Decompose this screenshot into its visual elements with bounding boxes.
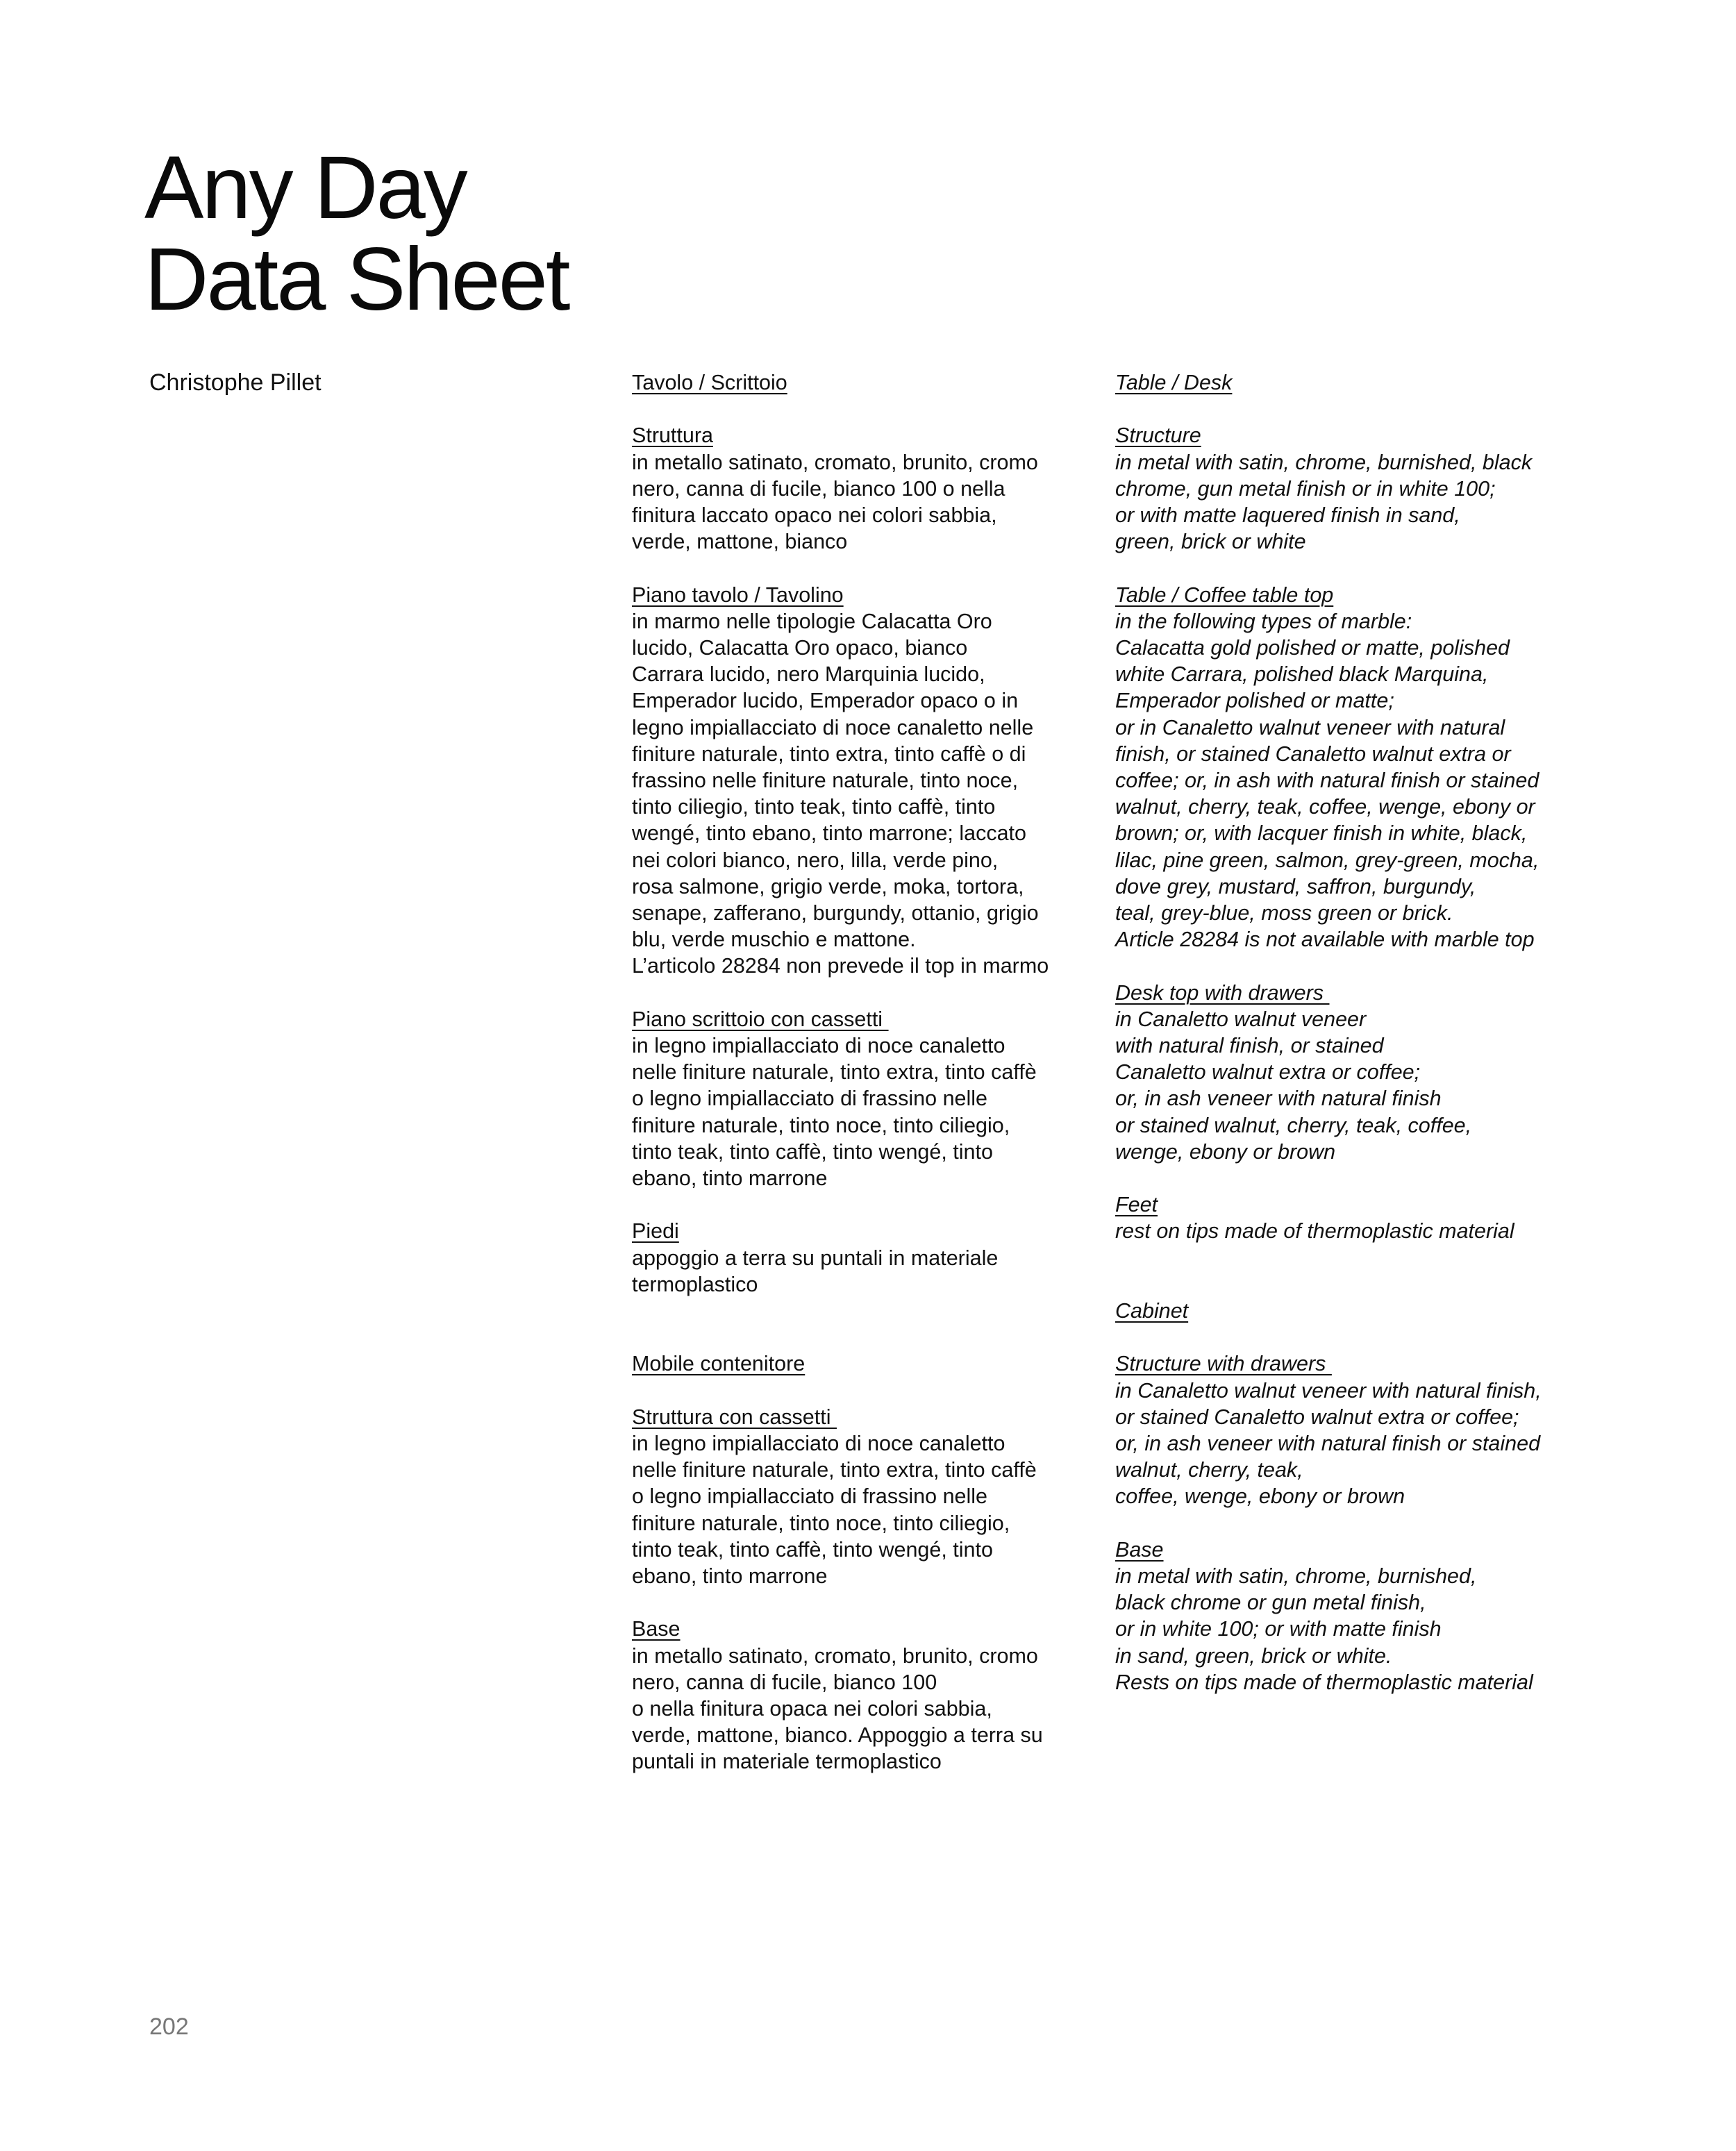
spec-line: Rests on tips made of thermoplastic material <box>1115 1670 1533 1694</box>
spec-line: rest on tips made of thermoplastic material <box>1115 1219 1514 1244</box>
spec-line: wenge, ebony or brown <box>1115 1139 1336 1164</box>
spec-line: verde, mattone, bianco. Appoggio a terra su <box>632 1723 1043 1748</box>
spec-line: nelle finiture naturale, tinto extra, tinto caffè <box>632 1060 1037 1085</box>
spacer-line <box>1115 1510 1574 1537</box>
spacer-line <box>1115 1271 1574 1298</box>
spec-line: o legno impiallacciato di frassino nelle <box>632 1484 988 1509</box>
spec-line: in legno impiallacciato di noce canaletto <box>632 1034 1005 1058</box>
section-heading: Base <box>1115 1537 1164 1562</box>
spacer-line <box>632 1191 1090 1218</box>
spec-line: o legno impiallacciato di frassino nelle <box>632 1087 988 1111</box>
spec-line: in metal with satin, chrome, burnished, <box>1115 1564 1477 1589</box>
spec-line: or, in ash veneer with natural finish or stained <box>1115 1432 1541 1456</box>
section-heading: Struttura con cassetti <box>632 1405 837 1429</box>
spec-line: appoggio a terra su puntali in materiale <box>632 1246 999 1270</box>
section-heading: Structure with drawers <box>1115 1352 1332 1376</box>
spec-line: rosa salmone, grigio verde, moka, tortora, <box>632 874 1024 898</box>
spec-line: or stained Canaletto walnut extra or coffee; <box>1115 1405 1519 1429</box>
spacer-line <box>632 396 1090 422</box>
spec-line: coffee, wenge, ebony or brown <box>1115 1484 1405 1509</box>
english-specs-column <box>1115 369 1574 1696</box>
section-heading: Structure <box>1115 424 1201 448</box>
spec-line: senape, zafferano, burgundy, ottanio, grigio <box>632 901 1039 926</box>
spec-line: in sand, green, brick or white. <box>1115 1643 1392 1668</box>
spec-line: or stained walnut, cherry, teak, coffee, <box>1115 1113 1472 1137</box>
spec-line: Article 28284 is not available with marble top <box>1115 928 1535 952</box>
spec-line: nero, canna di fucile, bianco 100 <box>632 1670 937 1694</box>
spec-line: Canaletto walnut extra or coffee; <box>1115 1060 1421 1085</box>
spec-line: black chrome or gun metal finish, <box>1115 1591 1426 1615</box>
spec-line: finiture naturale, tinto extra, tinto caffè o di <box>632 742 1026 766</box>
spec-line: puntali in materiale termoplastico <box>632 1750 942 1774</box>
spec-line: lilac, pine green, salmon, grey-green, mocha, <box>1115 848 1539 872</box>
spec-line: ebano, tinto marrone <box>632 1564 828 1589</box>
title-line-2: Data Sheet <box>144 230 569 329</box>
spec-line: o nella finitura opaca nei colori sabbia, <box>632 1697 992 1721</box>
spec-line: or with matte laquered finish in sand, <box>1115 503 1460 527</box>
spec-line: white Carrara, polished black Marquina, <box>1115 662 1489 687</box>
section-heading: Mobile contenitore <box>632 1352 806 1376</box>
spec-line: in metallo satinato, cromato, brunito, cromo <box>632 1643 1038 1668</box>
spec-line: Emperador lucido, Emperador opaco o in <box>632 689 1019 713</box>
spec-line: in marmo nelle tipologie Calacatta Oro <box>632 609 992 633</box>
page-number: 202 <box>149 2014 189 2040</box>
spec-line: finiture naturale, tinto noce, tinto ciliegio, <box>632 1113 1010 1137</box>
spec-line: finitura laccato opaco nei colori sabbia, <box>632 503 997 527</box>
spec-line: or, in ash veneer with natural finish <box>1115 1087 1442 1111</box>
spec-line: in metal with satin, chrome, burnished, black <box>1115 450 1533 474</box>
spacer-line <box>1115 1324 1574 1350</box>
spec-line: wengé, tinto ebano, tinto marrone; laccato <box>632 821 1026 846</box>
spec-line: green, brick or white <box>1115 530 1306 554</box>
spec-line: Calacatta gold polished or matte, polished <box>1115 636 1510 660</box>
spec-line: with natural finish, or stained <box>1115 1034 1384 1058</box>
spec-line: tinto teak, tinto caffè, tinto wengé, tinto <box>632 1139 993 1164</box>
spec-line: nelle finiture naturale, tinto extra, tinto caffè <box>632 1458 1037 1482</box>
spec-line: blu, verde muschio e mattone. <box>632 928 916 952</box>
spec-line: or in white 100; or with matte finish <box>1115 1617 1442 1641</box>
spec-line: in legno impiallacciato di noce canaletto <box>632 1432 1005 1456</box>
spec-line: or in Canaletto walnut veneer with natural <box>1115 715 1505 739</box>
title-line-1: Any Day <box>144 138 466 237</box>
section-heading: Table / Desk <box>1115 371 1233 394</box>
spacer-line <box>1115 1165 1574 1191</box>
spec-line: Carrara lucido, nero Marquinia lucido, <box>632 662 985 687</box>
section-heading: Cabinet <box>1115 1299 1189 1323</box>
italian-specs-column <box>632 369 1090 1775</box>
spec-line: dove grey, mustard, saffron, burgundy, <box>1115 874 1476 898</box>
section-heading: Piedi <box>632 1219 679 1244</box>
spec-line: nei colori bianco, nero, lilla, verde pino, <box>632 848 999 872</box>
section-heading: Piano scrittoio con cassetti <box>632 1007 889 1031</box>
section-heading: Tavolo / Scrittoio <box>632 371 787 394</box>
section-heading: Base <box>632 1617 681 1641</box>
spec-line: in Canaletto walnut veneer <box>1115 1007 1367 1031</box>
section-heading: Table / Coffee table top <box>1115 583 1334 607</box>
spec-line: tinto ciliegio, tinto teak, tinto caffè, tinto <box>632 795 996 819</box>
spacer-line <box>632 1589 1090 1616</box>
spec-line: in metallo satinato, cromato, brunito, cromo <box>632 450 1038 474</box>
spec-line: termoplastico <box>632 1272 758 1296</box>
spec-line: finiture naturale, tinto noce, tinto ciliegio, <box>632 1511 1010 1535</box>
spec-line: ebano, tinto marrone <box>632 1166 828 1191</box>
spec-line: chrome, gun metal finish or in white 100; <box>1115 476 1496 501</box>
spacer-line <box>632 1298 1090 1324</box>
spec-line: walnut, cherry, teak, coffee, wenge, ebony or <box>1115 795 1535 819</box>
spec-line: finish, or stained Canaletto walnut extra or <box>1115 742 1511 766</box>
spec-line: verde, mattone, bianco <box>632 530 848 554</box>
spec-line: L’articolo 28284 non prevede il top in marmo <box>632 954 1049 978</box>
spacer-line <box>632 1324 1090 1350</box>
designer-name: Christophe Pillet <box>149 369 322 396</box>
spacer-line <box>1115 555 1574 581</box>
spacer-line <box>632 980 1090 1006</box>
spec-line: lucido, Calacatta Oro opaco, bianco <box>632 636 968 660</box>
spacer-line <box>632 1378 1090 1404</box>
spec-line: frassino nelle finiture naturale, tinto noce, <box>632 769 1019 793</box>
spacer-line <box>1115 1245 1574 1271</box>
spec-line: in Canaletto walnut veneer with natural finish, <box>1115 1378 1542 1403</box>
section-heading: Struttura <box>632 424 713 448</box>
section-heading: Desk top with drawers <box>1115 980 1330 1005</box>
spec-line: in the following types of marble: <box>1115 609 1412 633</box>
spacer-line <box>632 555 1090 581</box>
spacer-line <box>1115 953 1574 979</box>
spec-line: brown; or, with lacquer finish in white, black, <box>1115 821 1528 846</box>
spec-line: coffee; or, in ash with natural finish or stained <box>1115 769 1539 793</box>
spec-line: nero, canna di fucile, bianco 100 o nella <box>632 476 1005 501</box>
spacer-line <box>1115 396 1574 422</box>
spec-line: legno impiallacciato di noce canaletto nelle <box>632 715 1034 739</box>
page-title <box>144 138 569 329</box>
spec-line: Emperador polished or matte; <box>1115 689 1394 713</box>
spec-line: walnut, cherry, teak, <box>1115 1458 1303 1482</box>
spec-line: tinto teak, tinto caffè, tinto wengé, tinto <box>632 1537 993 1562</box>
section-heading: Feet <box>1115 1193 1158 1217</box>
section-heading: Piano tavolo / Tavolino <box>632 583 844 607</box>
spec-line: teal, grey-blue, moss green or brick. <box>1115 901 1453 926</box>
